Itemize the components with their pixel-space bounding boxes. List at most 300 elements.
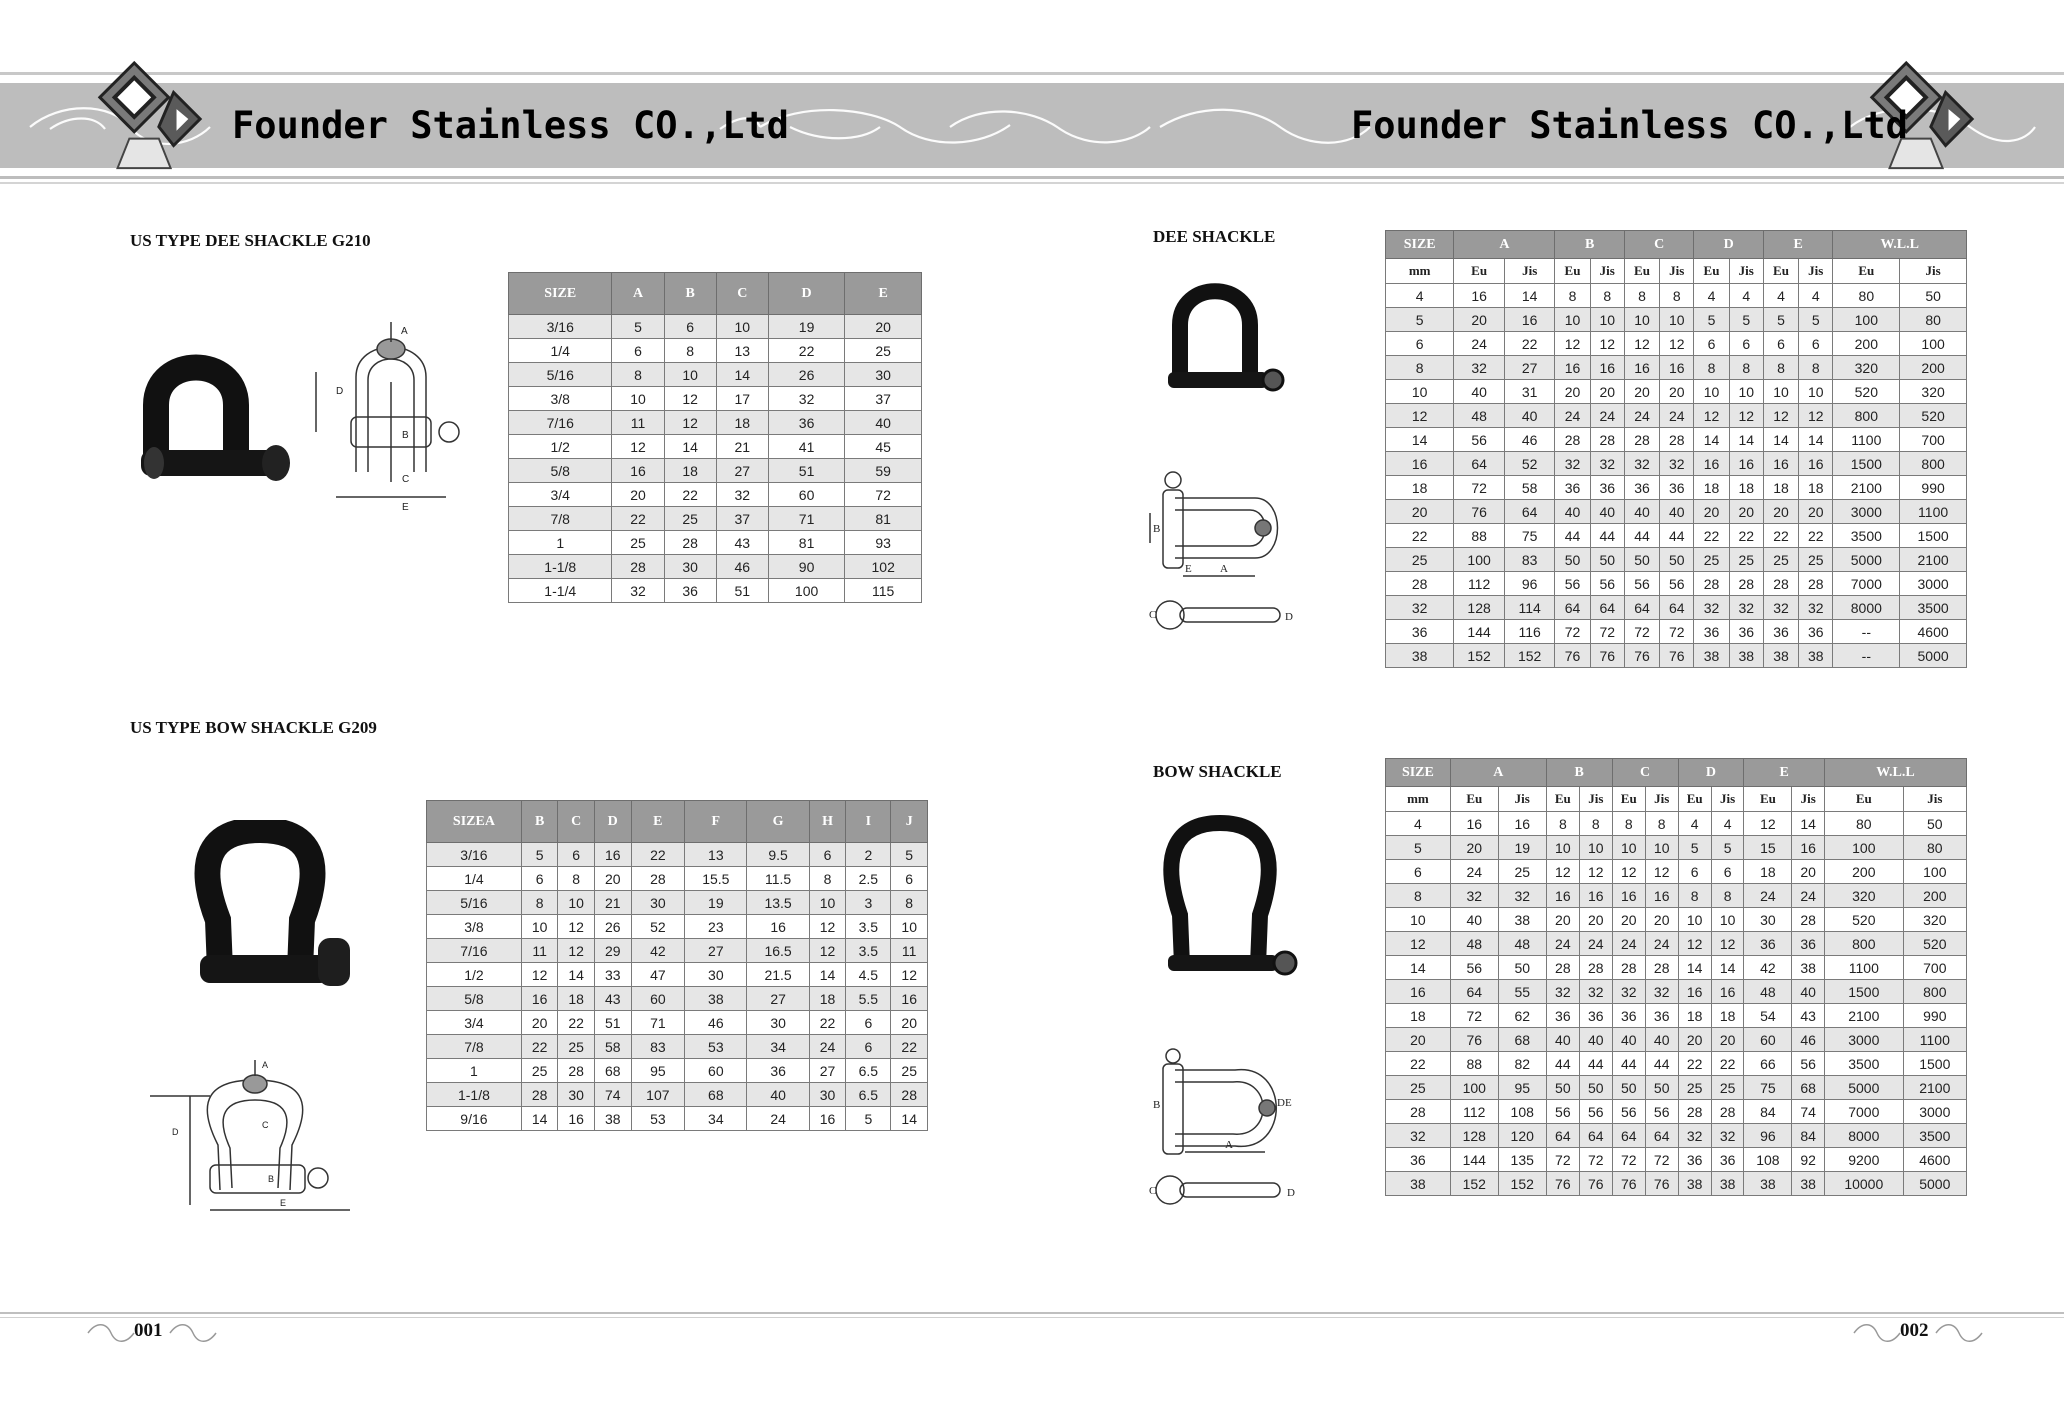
table-cell: 32	[1498, 884, 1546, 908]
table-row	[1386, 956, 1967, 980]
table-cell: 36	[1711, 1148, 1744, 1172]
table-row	[1386, 572, 1967, 596]
table-cell: 12	[1799, 404, 1833, 428]
footer-rule-thin	[0, 1317, 2064, 1318]
table-cell: 3.5	[846, 915, 891, 939]
table-cell: 5	[1711, 836, 1744, 860]
table-cell: 36	[747, 1059, 809, 1083]
g210-technical-diagram	[306, 322, 486, 527]
table-cell: 3000	[1900, 572, 1967, 596]
table-cell: 82	[1498, 1052, 1546, 1076]
table-cell: --	[1833, 644, 1900, 668]
table-row	[509, 363, 922, 387]
dim-label-d: D	[1277, 1097, 1285, 1109]
table-cell: 17	[716, 387, 768, 411]
table-cell: 31	[1504, 380, 1555, 404]
table-cell: 25	[1799, 548, 1833, 572]
table-cell: 6	[1729, 332, 1763, 356]
table-cell: 10	[1678, 908, 1711, 932]
table-cell: 50	[1590, 548, 1624, 572]
g210-dee-shackle-photo	[136, 350, 296, 510]
footer-swirl-icon	[1852, 1322, 1902, 1344]
table-cell: 30	[1744, 908, 1792, 932]
table-cell: 46	[1504, 428, 1555, 452]
table-cell: 320	[1833, 356, 1900, 380]
table-cell: 1100	[1825, 956, 1904, 980]
table-cell: 128	[1454, 596, 1505, 620]
table-cell: 76	[1612, 1172, 1645, 1196]
table-cell: 12	[521, 963, 558, 987]
table-cell: 26	[768, 363, 845, 387]
sub-header: Eu	[1546, 787, 1579, 812]
table-cell: 60	[685, 1059, 747, 1083]
table-row	[1386, 1076, 1967, 1100]
table-cell: 12	[1744, 812, 1792, 836]
dim-label-c: C	[1149, 1185, 1157, 1197]
group-header: SIZE	[1386, 759, 1451, 787]
dim-label-a: A	[1225, 1139, 1233, 1151]
table-cell: 8	[1645, 812, 1678, 836]
spec-table-bow	[1385, 758, 1967, 1196]
table-cell: 75	[1744, 1076, 1792, 1100]
table-cell: 74	[594, 1083, 631, 1107]
table-cell: 8	[1386, 884, 1451, 908]
table-row	[427, 987, 928, 1011]
sub-header: Eu	[1612, 787, 1645, 812]
table-cell: 135	[1498, 1148, 1546, 1172]
table-cell: 4	[1386, 284, 1454, 308]
table-cell: 36	[1612, 1004, 1645, 1028]
table-cell: 50	[1900, 284, 1967, 308]
table-cell: 81	[768, 531, 845, 555]
group-header: D	[1694, 231, 1764, 259]
table-cell: 50	[1624, 548, 1659, 572]
table-cell: 76	[1624, 644, 1659, 668]
table-cell: 14	[1711, 956, 1744, 980]
table-cell: 36	[1744, 932, 1792, 956]
table-cell: 36	[1799, 620, 1833, 644]
table-cell: 5	[521, 843, 558, 867]
table-cell: 7000	[1833, 572, 1900, 596]
table-cell: 18	[809, 987, 846, 1011]
table-row	[427, 1011, 928, 1035]
table-cell: 18	[1729, 476, 1763, 500]
table-cell: 12	[1678, 932, 1711, 956]
table-cell: 32	[1579, 980, 1612, 1004]
dim-label-d: D	[1287, 1187, 1295, 1199]
table-cell: 3500	[1900, 596, 1967, 620]
table-cell: 46	[716, 555, 768, 579]
table-cell: 36	[1729, 620, 1763, 644]
spec-table-dee	[1385, 230, 1967, 668]
table-cell: 28	[521, 1083, 558, 1107]
table-cell: 14	[716, 363, 768, 387]
table-cell: 24	[1612, 932, 1645, 956]
table-cell: 64	[1450, 980, 1498, 1004]
table-cell: 2100	[1903, 1076, 1966, 1100]
table-cell: 16	[1624, 356, 1659, 380]
table-cell: 4	[1678, 812, 1711, 836]
table-cell: 20	[594, 867, 631, 891]
table-cell: 6	[846, 1035, 891, 1059]
table-cell: 10	[1729, 380, 1763, 404]
sub-header: mm	[1386, 787, 1451, 812]
column-header: C	[558, 801, 595, 843]
table-cell: 20	[1590, 380, 1624, 404]
table-cell: 21	[594, 891, 631, 915]
table-cell: 24	[809, 1035, 846, 1059]
group-header: B	[1546, 759, 1612, 787]
table-cell: 16	[891, 987, 928, 1011]
table-cell: 36	[1763, 620, 1798, 644]
table-cell: 5.5	[846, 987, 891, 1011]
table-cell: 14	[809, 963, 846, 987]
table-row	[1386, 812, 1967, 836]
table-row	[427, 867, 928, 891]
table-cell: 10	[1590, 308, 1624, 332]
table-cell: 74	[1792, 1100, 1825, 1124]
table-cell: 12	[558, 915, 595, 939]
dim-label-d: D	[1285, 611, 1293, 623]
table-cell: 16	[1579, 884, 1612, 908]
table-cell: 72	[1590, 620, 1624, 644]
table-group-header-row	[1386, 231, 1967, 259]
table-cell: 12	[1555, 332, 1590, 356]
table-cell: 1500	[1825, 980, 1904, 1004]
table-cell: 12	[1694, 404, 1729, 428]
table-cell: 16	[1555, 356, 1590, 380]
table-cell: 10	[1579, 836, 1612, 860]
table-cell: 1-1/8	[509, 555, 612, 579]
table-row	[1386, 1124, 1967, 1148]
section-title-dee: DEE SHACKLE	[1153, 227, 1276, 246]
table-cell: 28	[1546, 956, 1579, 980]
table-cell: 22	[664, 483, 716, 507]
table-cell: 8	[1555, 284, 1590, 308]
table-cell: 20	[1624, 380, 1659, 404]
sub-header: Jis	[1792, 787, 1825, 812]
column-header: D	[594, 801, 631, 843]
table-cell: 990	[1903, 1004, 1966, 1028]
table-cell: 83	[1504, 548, 1555, 572]
table-cell: 80	[1825, 812, 1904, 836]
table-cell: 100	[1833, 308, 1900, 332]
table-cell: 37	[716, 507, 768, 531]
table-cell: 13	[716, 339, 768, 363]
table-cell: 24	[1590, 404, 1624, 428]
table-cell: 56	[1579, 1100, 1612, 1124]
table-cell: 50	[1645, 1076, 1678, 1100]
table-cell: 3/16	[427, 843, 522, 867]
table-cell: 3/4	[427, 1011, 522, 1035]
table-cell: 6	[1678, 860, 1711, 884]
sub-header: Eu	[1744, 787, 1792, 812]
table-cell: 24	[1454, 332, 1505, 356]
table-cell: 10	[1694, 380, 1729, 404]
table-cell: 10	[664, 363, 716, 387]
column-header: J	[891, 801, 928, 843]
table-cell: 16	[1450, 812, 1498, 836]
table-cell: 38	[1792, 1172, 1825, 1196]
table-cell: 12	[1579, 860, 1612, 884]
table-cell: 24	[1555, 404, 1590, 428]
table-cell: 20	[1555, 380, 1590, 404]
table-cell: 58	[594, 1035, 631, 1059]
table-cell: 114	[1504, 596, 1555, 620]
table-cell: 18	[1678, 1004, 1711, 1028]
sub-header: Jis	[1498, 787, 1546, 812]
table-cell: 38	[1678, 1172, 1711, 1196]
table-cell: 48	[1454, 404, 1505, 428]
table-cell: 5	[1386, 836, 1451, 860]
table-cell: 9/16	[427, 1107, 522, 1131]
table-cell: 16	[1711, 980, 1744, 1004]
sub-header: Eu	[1678, 787, 1711, 812]
table-cell: 16	[1645, 884, 1678, 908]
table-cell: 96	[1744, 1124, 1792, 1148]
sub-header: Eu	[1450, 787, 1498, 812]
table-row	[1386, 1052, 1967, 1076]
table-cell: 30	[631, 891, 685, 915]
dim-label-a: A	[1220, 563, 1228, 575]
table-cell: 152	[1498, 1172, 1546, 1196]
table-cell: 12	[891, 963, 928, 987]
dim-label-c: C	[262, 1120, 269, 1130]
table-cell: 56	[1555, 572, 1590, 596]
table-cell: 47	[631, 963, 685, 987]
table-cell: 56	[1660, 572, 1694, 596]
table-cell: 20	[1645, 908, 1678, 932]
table-cell: 5/8	[509, 459, 612, 483]
table-cell: 108	[1498, 1100, 1546, 1124]
table-cell: 48	[1744, 980, 1792, 1004]
table-cell: 16	[1678, 980, 1711, 1004]
table-cell: 1500	[1833, 452, 1900, 476]
table-row	[1386, 908, 1967, 932]
table-cell: 72	[1450, 1004, 1498, 1028]
table-header-row	[427, 801, 928, 843]
table-cell: 5	[612, 315, 664, 339]
table-cell: 100	[1450, 1076, 1498, 1100]
table-cell: 128	[1450, 1124, 1498, 1148]
table-cell: 8	[1546, 812, 1579, 836]
table-cell: 38	[1386, 1172, 1451, 1196]
table-row	[509, 387, 922, 411]
table-cell: 8	[1660, 284, 1694, 308]
table-cell: 6	[664, 315, 716, 339]
table-row	[509, 435, 922, 459]
table-cell: 56	[1624, 572, 1659, 596]
table-cell: 52	[1504, 452, 1555, 476]
table-cell: 2100	[1825, 1004, 1904, 1028]
table-cell: 115	[845, 579, 922, 603]
table-cell: 1/2	[427, 963, 522, 987]
table-cell: 76	[1660, 644, 1694, 668]
table-cell: 76	[1454, 500, 1505, 524]
table-cell: 64	[1645, 1124, 1678, 1148]
table-cell: 200	[1900, 356, 1967, 380]
table-cell: 32	[1678, 1124, 1711, 1148]
table-cell: 22	[1799, 524, 1833, 548]
sub-header: Eu	[1624, 259, 1659, 284]
sub-header: Eu	[1763, 259, 1798, 284]
table-cell: 20	[1386, 1028, 1451, 1052]
table-cell: 5	[846, 1107, 891, 1131]
table-cell: 320	[1900, 380, 1967, 404]
table-cell: 38	[1799, 644, 1833, 668]
table-cell: 72	[1555, 620, 1590, 644]
table-cell: 16	[1504, 308, 1555, 332]
table-cell: 75	[1504, 524, 1555, 548]
table-cell: 18	[1386, 476, 1454, 500]
table-cell: 44	[1624, 524, 1659, 548]
table-cell: 4	[1729, 284, 1763, 308]
table-cell: 6.5	[846, 1083, 891, 1107]
table-cell: 22	[1694, 524, 1729, 548]
table-cell: 116	[1504, 620, 1555, 644]
table-cell: 8	[1579, 812, 1612, 836]
table-cell: 16	[521, 987, 558, 1011]
company-logo-icon	[90, 58, 208, 176]
table-row	[509, 579, 922, 603]
table-cell: 18	[1694, 476, 1729, 500]
table-cell: 20	[1546, 908, 1579, 932]
table-cell: 25	[558, 1035, 595, 1059]
table-cell: 72	[845, 483, 922, 507]
table-cell: 24	[1645, 932, 1678, 956]
sub-header: Eu	[1454, 259, 1505, 284]
table-cell: 4	[1799, 284, 1833, 308]
table-cell: 14	[1799, 428, 1833, 452]
table-cell: 3500	[1825, 1052, 1904, 1076]
column-header: D	[768, 273, 845, 315]
table-cell: 68	[594, 1059, 631, 1083]
table-cell: 68	[1498, 1028, 1546, 1052]
table-cell: 5	[1386, 308, 1454, 332]
table-row	[427, 1035, 928, 1059]
table-cell: 25	[1763, 548, 1798, 572]
table-row	[427, 1107, 928, 1131]
table-cell: 10	[1612, 836, 1645, 860]
table-cell: 8	[1624, 284, 1659, 308]
table-cell: 16	[1763, 452, 1798, 476]
table-cell: 25	[1678, 1076, 1711, 1100]
table-cell: 20	[1799, 500, 1833, 524]
table-cell: 5/16	[427, 891, 522, 915]
table-cell: 24	[1624, 404, 1659, 428]
table-cell: 27	[747, 987, 809, 1011]
table-cell: 1-1/8	[427, 1083, 522, 1107]
group-header: C	[1612, 759, 1678, 787]
table-cell: 16	[1729, 452, 1763, 476]
table-cell: 28	[1555, 428, 1590, 452]
table-cell: 20	[1729, 500, 1763, 524]
table-cell: 56	[1546, 1100, 1579, 1124]
table-cell: 44	[1555, 524, 1590, 548]
table-cell: 80	[1833, 284, 1900, 308]
table-cell: 1100	[1900, 500, 1967, 524]
table-cell: 10	[891, 915, 928, 939]
table-cell: 28	[1799, 572, 1833, 596]
dim-label-d: D	[336, 386, 344, 397]
table-cell: 20	[891, 1011, 928, 1035]
table-cell: 12	[558, 939, 595, 963]
table-cell: 33	[594, 963, 631, 987]
table-cell: 25	[612, 531, 664, 555]
table-row	[427, 891, 928, 915]
table-cell: 30	[809, 1083, 846, 1107]
table-cell: 40	[1546, 1028, 1579, 1052]
table-cell: 40	[1645, 1028, 1678, 1052]
table-cell: 25	[845, 339, 922, 363]
table-cell: 64	[1454, 452, 1505, 476]
table-cell: 43	[716, 531, 768, 555]
table-cell: 16	[1792, 836, 1825, 860]
dim-label-b: B	[1153, 1099, 1161, 1111]
table-cell: 32	[1763, 596, 1798, 620]
table-cell: 13.5	[747, 891, 809, 915]
table-cell: 5/16	[509, 363, 612, 387]
table-row	[509, 411, 922, 435]
table-cell: 72	[1454, 476, 1505, 500]
table-cell: 107	[631, 1083, 685, 1107]
page-number-left: 001	[134, 1320, 163, 1341]
table-cell: 76	[1546, 1172, 1579, 1196]
table-cell: 71	[631, 1011, 685, 1035]
table-cell: 28	[1579, 956, 1612, 980]
table-cell: 1100	[1833, 428, 1900, 452]
table-cell: 50	[1612, 1076, 1645, 1100]
table-cell: 22	[809, 1011, 846, 1035]
table-cell: 32	[1612, 980, 1645, 1004]
table-cell: 700	[1903, 956, 1966, 980]
table-cell: 20	[612, 483, 664, 507]
g209-bow-shackle-photo	[190, 820, 360, 1000]
table-cell: 14	[521, 1107, 558, 1131]
table-row	[1386, 404, 1967, 428]
table-cell: 25	[1711, 1076, 1744, 1100]
table-cell: 36	[1624, 476, 1659, 500]
table-cell: 38	[685, 987, 747, 1011]
table-cell: 93	[845, 531, 922, 555]
table-cell: 8	[809, 867, 846, 891]
dim-label-a: A	[262, 1060, 269, 1070]
dim-label-b: B	[268, 1174, 275, 1184]
table-row	[1386, 1100, 1967, 1124]
table-cell: 56	[1645, 1100, 1678, 1124]
dim-label-b: B	[1153, 523, 1161, 535]
table-cell: 5	[1729, 308, 1763, 332]
bow-shackle-diagram	[1145, 1048, 1315, 1208]
table-cell: 68	[1792, 1076, 1825, 1100]
table-row	[1386, 596, 1967, 620]
table-cell: 1500	[1903, 1052, 1966, 1076]
table-cell: 800	[1833, 404, 1900, 428]
table-cell: 3/8	[427, 915, 522, 939]
sub-header: Jis	[1590, 259, 1624, 284]
table-cell: 20	[1711, 1028, 1744, 1052]
table-cell: 12	[1660, 332, 1694, 356]
sub-header: Eu	[1825, 787, 1904, 812]
table-cell: 7/8	[509, 507, 612, 531]
table-cell: 34	[685, 1107, 747, 1131]
table-cell: 40	[1792, 980, 1825, 1004]
column-header: E	[631, 801, 685, 843]
table-cell: 76	[1590, 644, 1624, 668]
table-cell: 16	[1799, 452, 1833, 476]
table-row	[427, 843, 928, 867]
table-cell: 25	[1498, 860, 1546, 884]
